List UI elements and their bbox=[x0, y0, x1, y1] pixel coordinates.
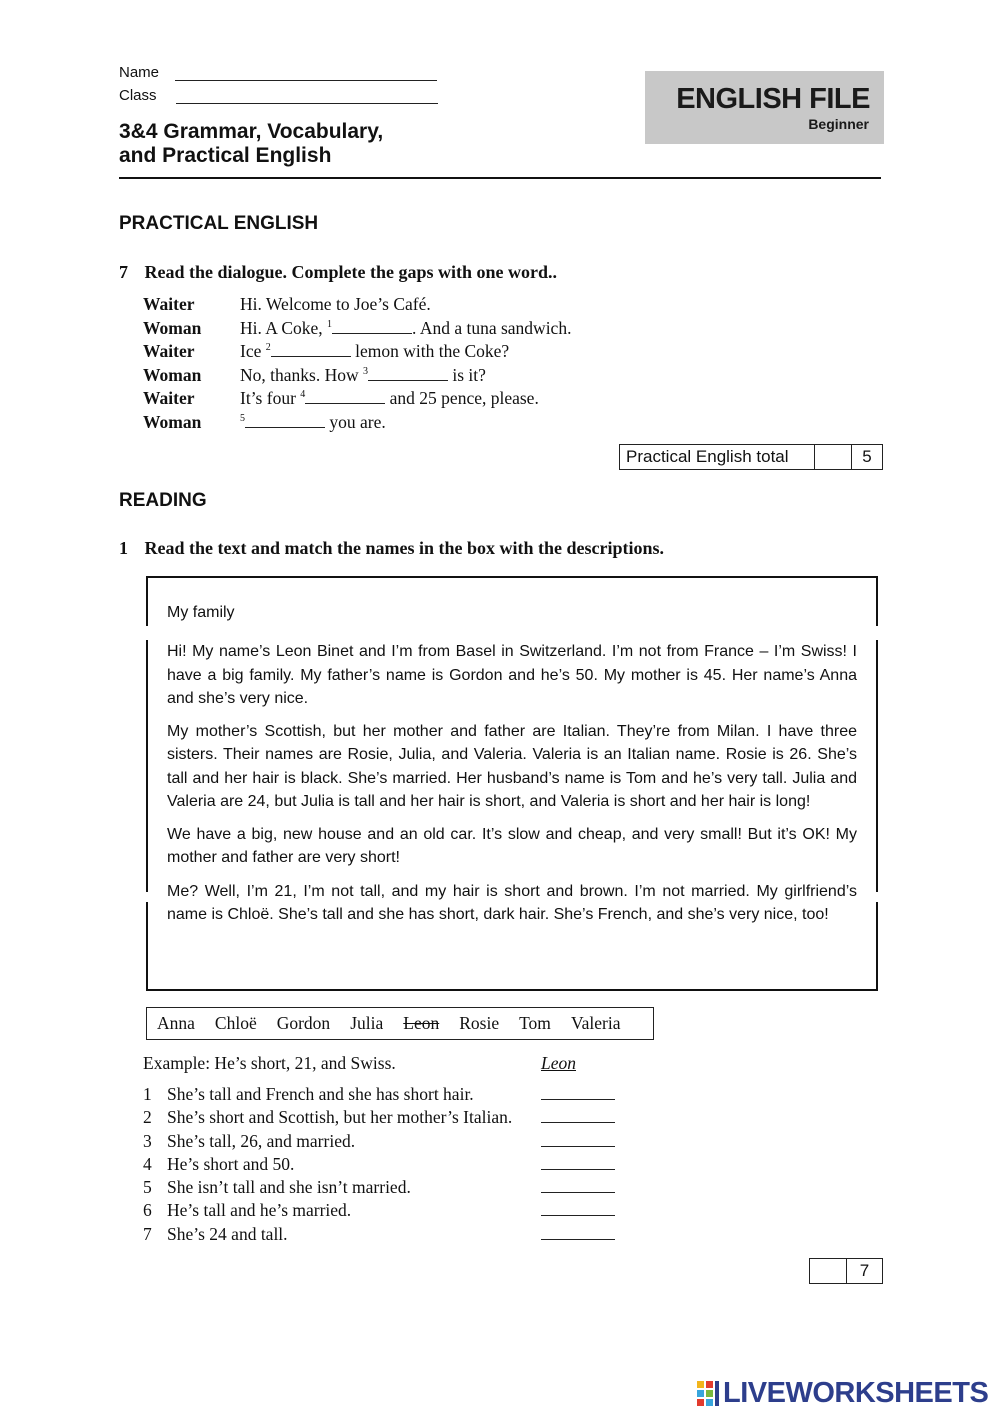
class-row bbox=[119, 87, 438, 104]
instruction-number: 7 bbox=[119, 262, 128, 282]
question-row bbox=[143, 1154, 643, 1177]
speaker-label: Waiter bbox=[143, 388, 195, 408]
practical-total-score[interactable] bbox=[814, 445, 851, 469]
question-number: 5 bbox=[143, 1177, 152, 1198]
answer-input[interactable] bbox=[541, 1239, 615, 1240]
answer-input[interactable] bbox=[541, 1146, 615, 1147]
instruction-text: Read the dialogue. Complete the gaps with one word.. bbox=[144, 262, 557, 282]
page-title bbox=[119, 120, 383, 168]
instruction-text: Read the text and match the names in the box with the descriptions. bbox=[144, 538, 664, 558]
line-text: Hi. A Coke, bbox=[240, 317, 328, 338]
gap-input[interactable] bbox=[245, 413, 325, 428]
name-line[interactable] bbox=[175, 66, 437, 81]
question-list bbox=[143, 1084, 643, 1247]
question-number: 7 bbox=[143, 1223, 152, 1244]
question-text: She’s 24 and tall. bbox=[167, 1223, 288, 1244]
instruction-number: 1 bbox=[119, 538, 128, 558]
question-number: 3 bbox=[143, 1130, 152, 1151]
brand-box bbox=[645, 71, 884, 144]
dialogue-line bbox=[143, 412, 571, 436]
name-row bbox=[119, 64, 437, 81]
reading-section-title: READING bbox=[119, 490, 207, 511]
liveworksheets-logo-text: LIVEWORKSHEETS bbox=[723, 1377, 989, 1409]
gap-number: 1 bbox=[327, 318, 333, 330]
question-row bbox=[143, 1200, 643, 1223]
header-divider bbox=[119, 177, 881, 179]
class-label: Class bbox=[119, 87, 157, 104]
brand-level: Beginner bbox=[808, 116, 869, 132]
dialogue-line bbox=[143, 294, 571, 318]
text-title: My family bbox=[167, 604, 235, 621]
practical-section-title: PRACTICAL ENGLISH bbox=[119, 213, 319, 234]
question-text: He’s short and 50. bbox=[167, 1153, 295, 1174]
liveworksheets-logo-icon bbox=[697, 1379, 723, 1409]
gap-input[interactable] bbox=[271, 342, 351, 357]
brand-title: ENGLISH FILE bbox=[676, 83, 870, 115]
reading-total-box bbox=[809, 1258, 883, 1284]
class-line[interactable] bbox=[176, 89, 438, 104]
name-option: Gordon bbox=[276, 1013, 331, 1033]
answer-input[interactable] bbox=[541, 1099, 615, 1100]
gap-number: 5 bbox=[240, 412, 245, 424]
practical-total-label: Practical English total bbox=[626, 447, 789, 466]
line-text: No, thanks. How bbox=[240, 364, 363, 385]
question-text: She isn’t tall and she isn’t married. bbox=[167, 1177, 411, 1198]
answer-input[interactable] bbox=[541, 1192, 615, 1193]
page-title-line2: and Practical English bbox=[119, 144, 332, 167]
speaker-label: Waiter bbox=[143, 341, 195, 361]
reading-text bbox=[167, 640, 857, 936]
reading-total-max: 7 bbox=[846, 1259, 882, 1283]
dialogue bbox=[143, 294, 571, 435]
question-number: 6 bbox=[143, 1200, 152, 1221]
answer-input[interactable] bbox=[541, 1122, 615, 1123]
name-option: Valeria bbox=[570, 1013, 621, 1033]
speaker-label: Woman bbox=[143, 364, 202, 385]
question-row bbox=[143, 1177, 643, 1200]
question-number: 1 bbox=[143, 1084, 152, 1104]
line-text: Ice bbox=[240, 341, 266, 361]
reading-total-score[interactable] bbox=[810, 1259, 846, 1283]
example-text: Example: He’s short, 21, and Swiss. bbox=[143, 1053, 396, 1073]
gap-number: 3 bbox=[362, 365, 368, 377]
speaker-label: Woman bbox=[143, 317, 202, 338]
practical-total-box bbox=[619, 444, 883, 470]
line-text: and 25 pence, please. bbox=[385, 388, 539, 408]
paragraph: Me? Well, I’m 21, I’m not tall, and my hair is short and brown. I’m not married. My girlfriend’s name is Chloë. She’s tall and she has short, dark hair. She’s French, and she’s very nice, too! bbox=[167, 882, 857, 923]
question-row bbox=[143, 1084, 643, 1107]
name-option: Anna bbox=[157, 1013, 195, 1033]
dialogue-line bbox=[143, 365, 571, 389]
question-number: 2 bbox=[143, 1107, 152, 1128]
speaker-label: Woman bbox=[143, 411, 202, 432]
question-text: He’s tall and he’s married. bbox=[167, 1200, 352, 1221]
line-text: you are. bbox=[325, 411, 386, 432]
question-text: She’s short and Scottish, but her mother’s Italian. bbox=[167, 1107, 513, 1128]
example-row bbox=[143, 1053, 643, 1074]
question-row bbox=[143, 1107, 643, 1130]
line-text: is it? bbox=[447, 364, 486, 385]
question-number: 4 bbox=[143, 1153, 152, 1174]
practical-total-max: 5 bbox=[851, 445, 882, 469]
name-option: Rosie bbox=[459, 1013, 500, 1033]
question-row bbox=[143, 1131, 643, 1154]
line-text: lemon with the Coke? bbox=[350, 341, 510, 361]
gap-number: 4 bbox=[300, 389, 306, 401]
question-text: She’s tall and French and she has short hair. bbox=[167, 1084, 474, 1104]
gap-input[interactable] bbox=[305, 389, 385, 404]
dialogue-line bbox=[143, 318, 571, 342]
name-option: Tom bbox=[519, 1013, 551, 1033]
gap-input[interactable] bbox=[332, 319, 412, 334]
answer-input[interactable] bbox=[541, 1215, 615, 1216]
question-row bbox=[143, 1224, 643, 1247]
speaker-label: Waiter bbox=[143, 294, 195, 314]
example-answer: Leon bbox=[541, 1053, 576, 1073]
line-text: Hi. Welcome to Joe’s Café. bbox=[240, 294, 431, 314]
line-text: It’s four bbox=[240, 388, 301, 408]
practical-instruction bbox=[119, 262, 557, 283]
line-text: . And a tuna sandwich. bbox=[412, 317, 572, 338]
page-title-line1: 3&4 Grammar, Vocabulary, bbox=[119, 120, 384, 143]
reading-instruction bbox=[119, 538, 664, 559]
answer-input[interactable] bbox=[541, 1169, 615, 1170]
gap-number: 2 bbox=[265, 342, 271, 354]
paragraph: My mother’s Scottish, but her mother and father are Italian. They’re from Milan. I have three sisters. Their names are Rosie, Julia, and Valeria. Valeria is an Italian name. Rosie is 26. She’s tall and her hair is black. She’s married. Her husband’s name is Tom and he’s very tall. Julia and Valeria are 24, but Julia is tall and her hair is short, and Valeria is short and her hair is long! bbox=[167, 722, 857, 810]
dialogue-line bbox=[143, 388, 571, 412]
paragraph: Hi! My name’s Leon Binet and I’m from Basel in Switzerland. I’m not from France – I’m Swiss! I have a big family. My father’s name is Gordon and he’s 50. My mother is 45. Her name’s Anna and she’s very nice. bbox=[167, 643, 857, 707]
dialogue-line bbox=[143, 341, 571, 365]
name-option: Leon bbox=[403, 1013, 440, 1033]
question-text: She’s tall, 26, and married. bbox=[167, 1130, 356, 1151]
names-box bbox=[146, 1007, 654, 1040]
name-label: Name bbox=[119, 64, 160, 81]
liveworksheets-logo[interactable] bbox=[697, 1377, 988, 1410]
paragraph: We have a big, new house and an old car. It’s slow and cheap, and very small! But it’s OK! My mother and father are very short! bbox=[167, 825, 857, 866]
gap-input[interactable] bbox=[368, 366, 448, 381]
name-option: Julia bbox=[350, 1013, 384, 1033]
name-option: Chloë bbox=[214, 1013, 257, 1033]
